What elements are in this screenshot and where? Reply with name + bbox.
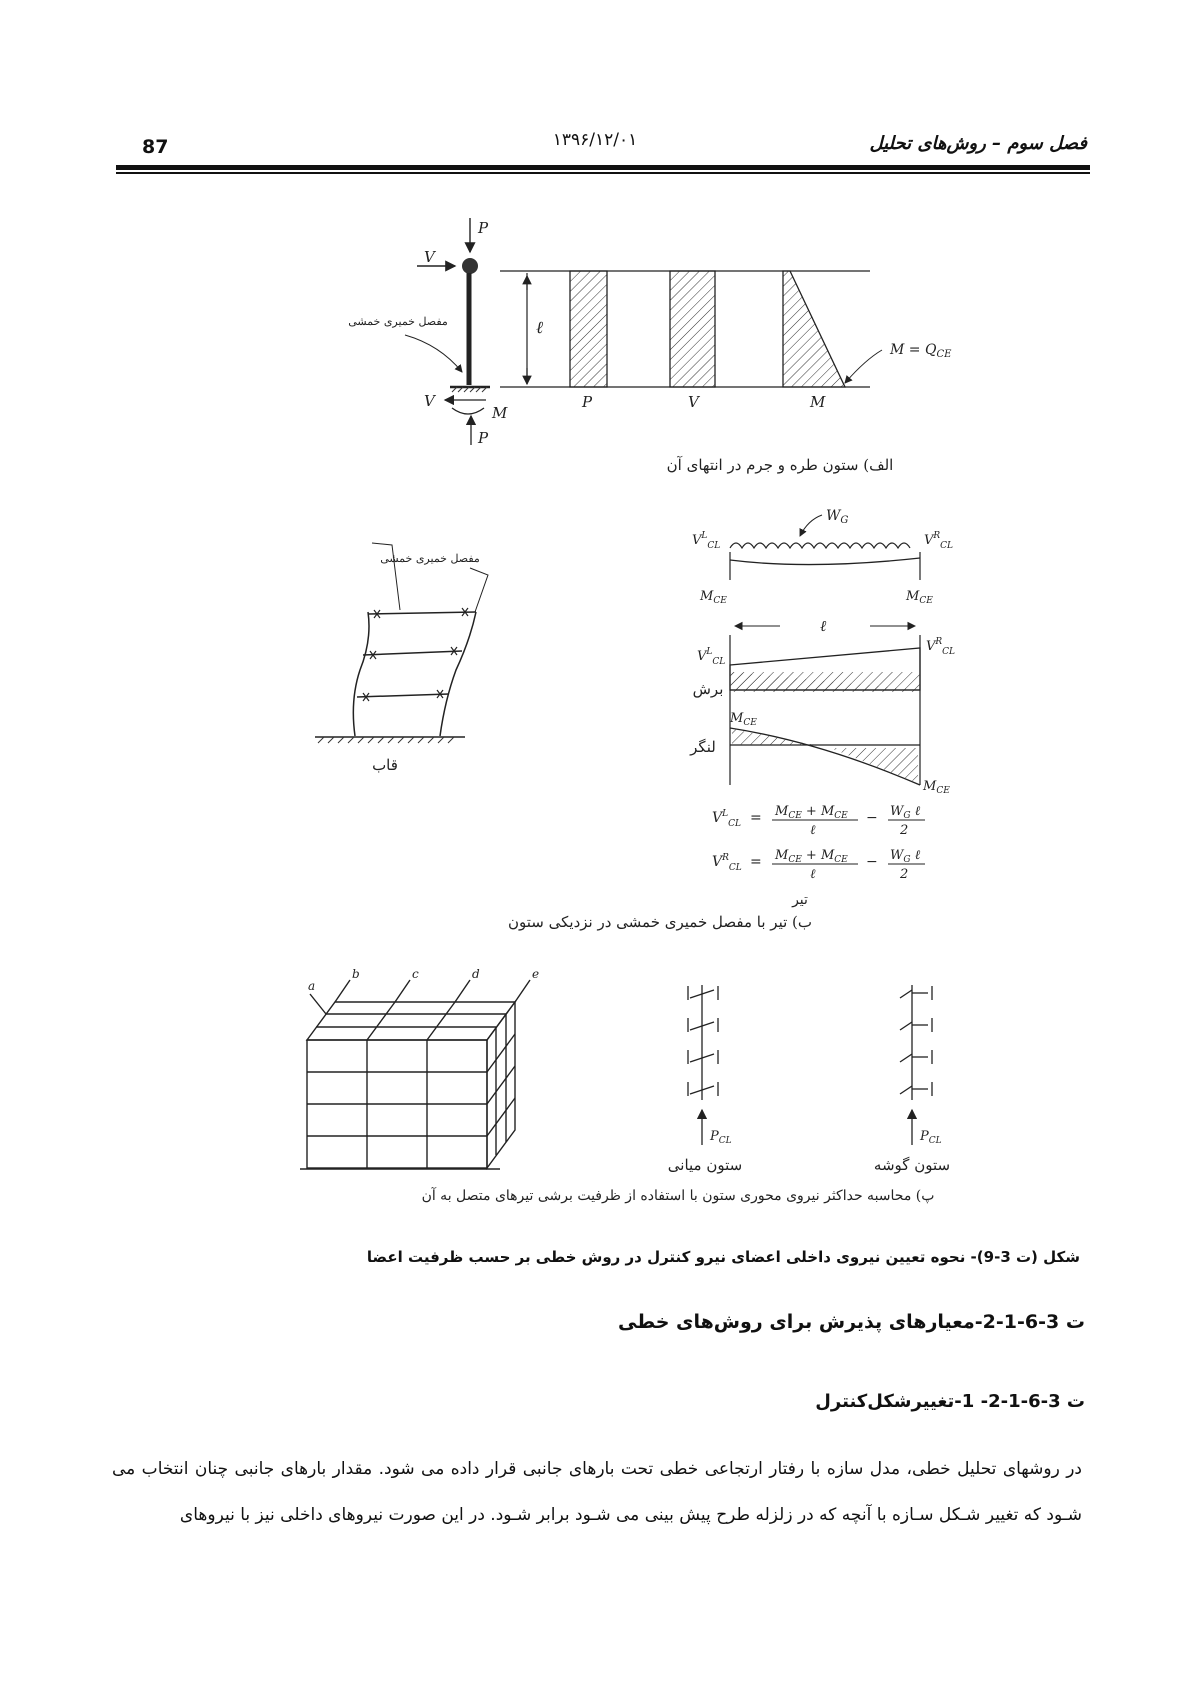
- label-mce-moment-l: $M_{CE}$: [730, 711, 757, 728]
- svg-text:VLCL: $V^L_{CL}$: [712, 809, 741, 829]
- label-pcl-corner: $P_{CL}$: [920, 1129, 942, 1146]
- plastic-hinge-label-b: مفصل خمیری خمشی: [380, 552, 480, 565]
- svg-text:MCE + MCE: $M_{CE} + M_{CE}$: [775, 804, 848, 821]
- page-number: 87: [142, 136, 169, 158]
- label-p-base: P: [478, 429, 489, 447]
- section-heading-deformation-controlled: ت 3-6-1-2- 1-تغییرشکل‌کنترل: [815, 1391, 1085, 1412]
- section-heading-acceptance-criteria: ت 3-6-1-2-معیارهای پذیرش برای روش‌های خطی: [618, 1311, 1085, 1333]
- part-c-caption: پ) محاسبه حداکثر نیروی محوری ستون با استفاده از ظرفیت برشی تیرهای متصل به آن: [421, 1188, 935, 1204]
- svg-text:a: a: [308, 979, 316, 993]
- part-b-frame: [315, 543, 488, 774]
- frame-label: قاب: [372, 756, 398, 774]
- svg-text:=: =: [750, 810, 762, 826]
- body-paragraph: در روشهای تحلیل خطی، مدل سازه با رفتار ارتجاعی خطی تحت بارهای جانبی قرار داده می شود. مقدار بارهای جانبی چنان انتخاب می شـود که تغییر شـکل سـازه با آنچه که در زلزله طرح پیش بینی می شـود برابر شـود. در این صورت نیروهای داخلی نیز با نیروهای: [112, 1459, 1082, 1525]
- svg-text:d: d: [472, 967, 480, 981]
- label-p-top: P: [478, 219, 489, 237]
- svg-text:2: 2: [900, 867, 909, 882]
- shear-label: برش: [692, 680, 724, 698]
- interior-column-diagram: [688, 985, 718, 1145]
- plastic-hinge-label-a: مفصل خمیری خمشی: [348, 315, 448, 328]
- label-pcl-interior: $P_{CL}$: [710, 1129, 732, 1146]
- corner-column-diagram: [900, 985, 932, 1145]
- label-v-diagram: V: [688, 393, 699, 411]
- svg-text:ℓ: ℓ: [810, 823, 816, 838]
- label-length-b: ℓ: [820, 617, 827, 635]
- label-m-eq: $M = Q_{CE}$: [890, 342, 952, 360]
- label-vcl-l-2: $V^L_{CL}$: [697, 647, 726, 667]
- label-mce-r: $M_{CE}$: [906, 589, 933, 606]
- header-date: ۱۳۹۶/۱۲/۰۱: [552, 130, 638, 150]
- label-v-base: V: [424, 392, 435, 410]
- svg-text:2: 2: [900, 823, 909, 838]
- label-v-top: V: [424, 248, 435, 266]
- part-a-caption: الف) ستون طره و جرم در انتهای آن: [666, 456, 894, 474]
- figure-caption: شکل (ت 3-9)- نحوه تعیین نیروی داخلی اعضای نیرو کنترل در روش خطی بر حسب ظرفیت اعضا: [366, 1248, 1080, 1266]
- label-mce-moment-r: $M_{CE}$: [923, 779, 950, 796]
- label-vcl-r: $V^R_{CL}$: [924, 531, 954, 551]
- label-wg: $W_G$: [826, 508, 849, 526]
- formula-vcl-left: [712, 804, 925, 838]
- corner-column-label: ستون گوشه: [873, 1156, 951, 1174]
- svg-text:VRCL: $V^R_{CL}$: [712, 853, 742, 873]
- beam-label: تیر: [792, 892, 808, 908]
- svg-text:b: b: [352, 967, 360, 981]
- svg-text:ℓ: ℓ: [810, 867, 816, 882]
- part-b-beam-diagrams: [689, 508, 955, 908]
- svg-text:e: e: [532, 967, 540, 981]
- label-mce-l: $M_{CE}$: [700, 589, 727, 606]
- shear-diagram: [670, 271, 715, 387]
- svg-text:WG ℓ: $W_G$ ℓ: [890, 804, 921, 821]
- part-a-diagram: [348, 218, 952, 447]
- svg-text:=: =: [750, 854, 762, 870]
- label-vcl-l: $V^L_{CL}$: [692, 531, 721, 551]
- part-c-axis-labels: [308, 967, 539, 993]
- mass-node: [462, 258, 478, 274]
- svg-text:WG ℓ: $W_G$ ℓ: [890, 848, 921, 865]
- label-vcl-r-2: $V^R_{CL}$: [926, 637, 956, 657]
- moment-label: لنگر: [690, 738, 716, 756]
- label-p-diagram: P: [582, 393, 593, 411]
- interior-column-label: ستون میانی: [667, 1156, 743, 1174]
- moment-diagram: [783, 271, 845, 387]
- part-c-3d-frame: [300, 980, 530, 1169]
- part-b-caption: ب) تیر با مفصل خمیری خمشی در نزدیکی ستون: [507, 913, 813, 931]
- formula-vcl-right: [712, 848, 925, 882]
- label-m-diagram: M: [810, 393, 826, 411]
- svg-text:MCE + MCE: $M_{CE} + M_{CE}$: [775, 848, 848, 865]
- label-m-base: M: [492, 404, 508, 422]
- svg-text:−: −: [866, 810, 878, 826]
- axial-force-diagram: [570, 271, 607, 387]
- label-length-a: ℓ: [536, 318, 544, 338]
- svg-text:−: −: [866, 854, 878, 870]
- svg-text:c: c: [412, 967, 419, 981]
- chapter-title: فصل سوم – روش‌های تحلیل: [869, 133, 1087, 154]
